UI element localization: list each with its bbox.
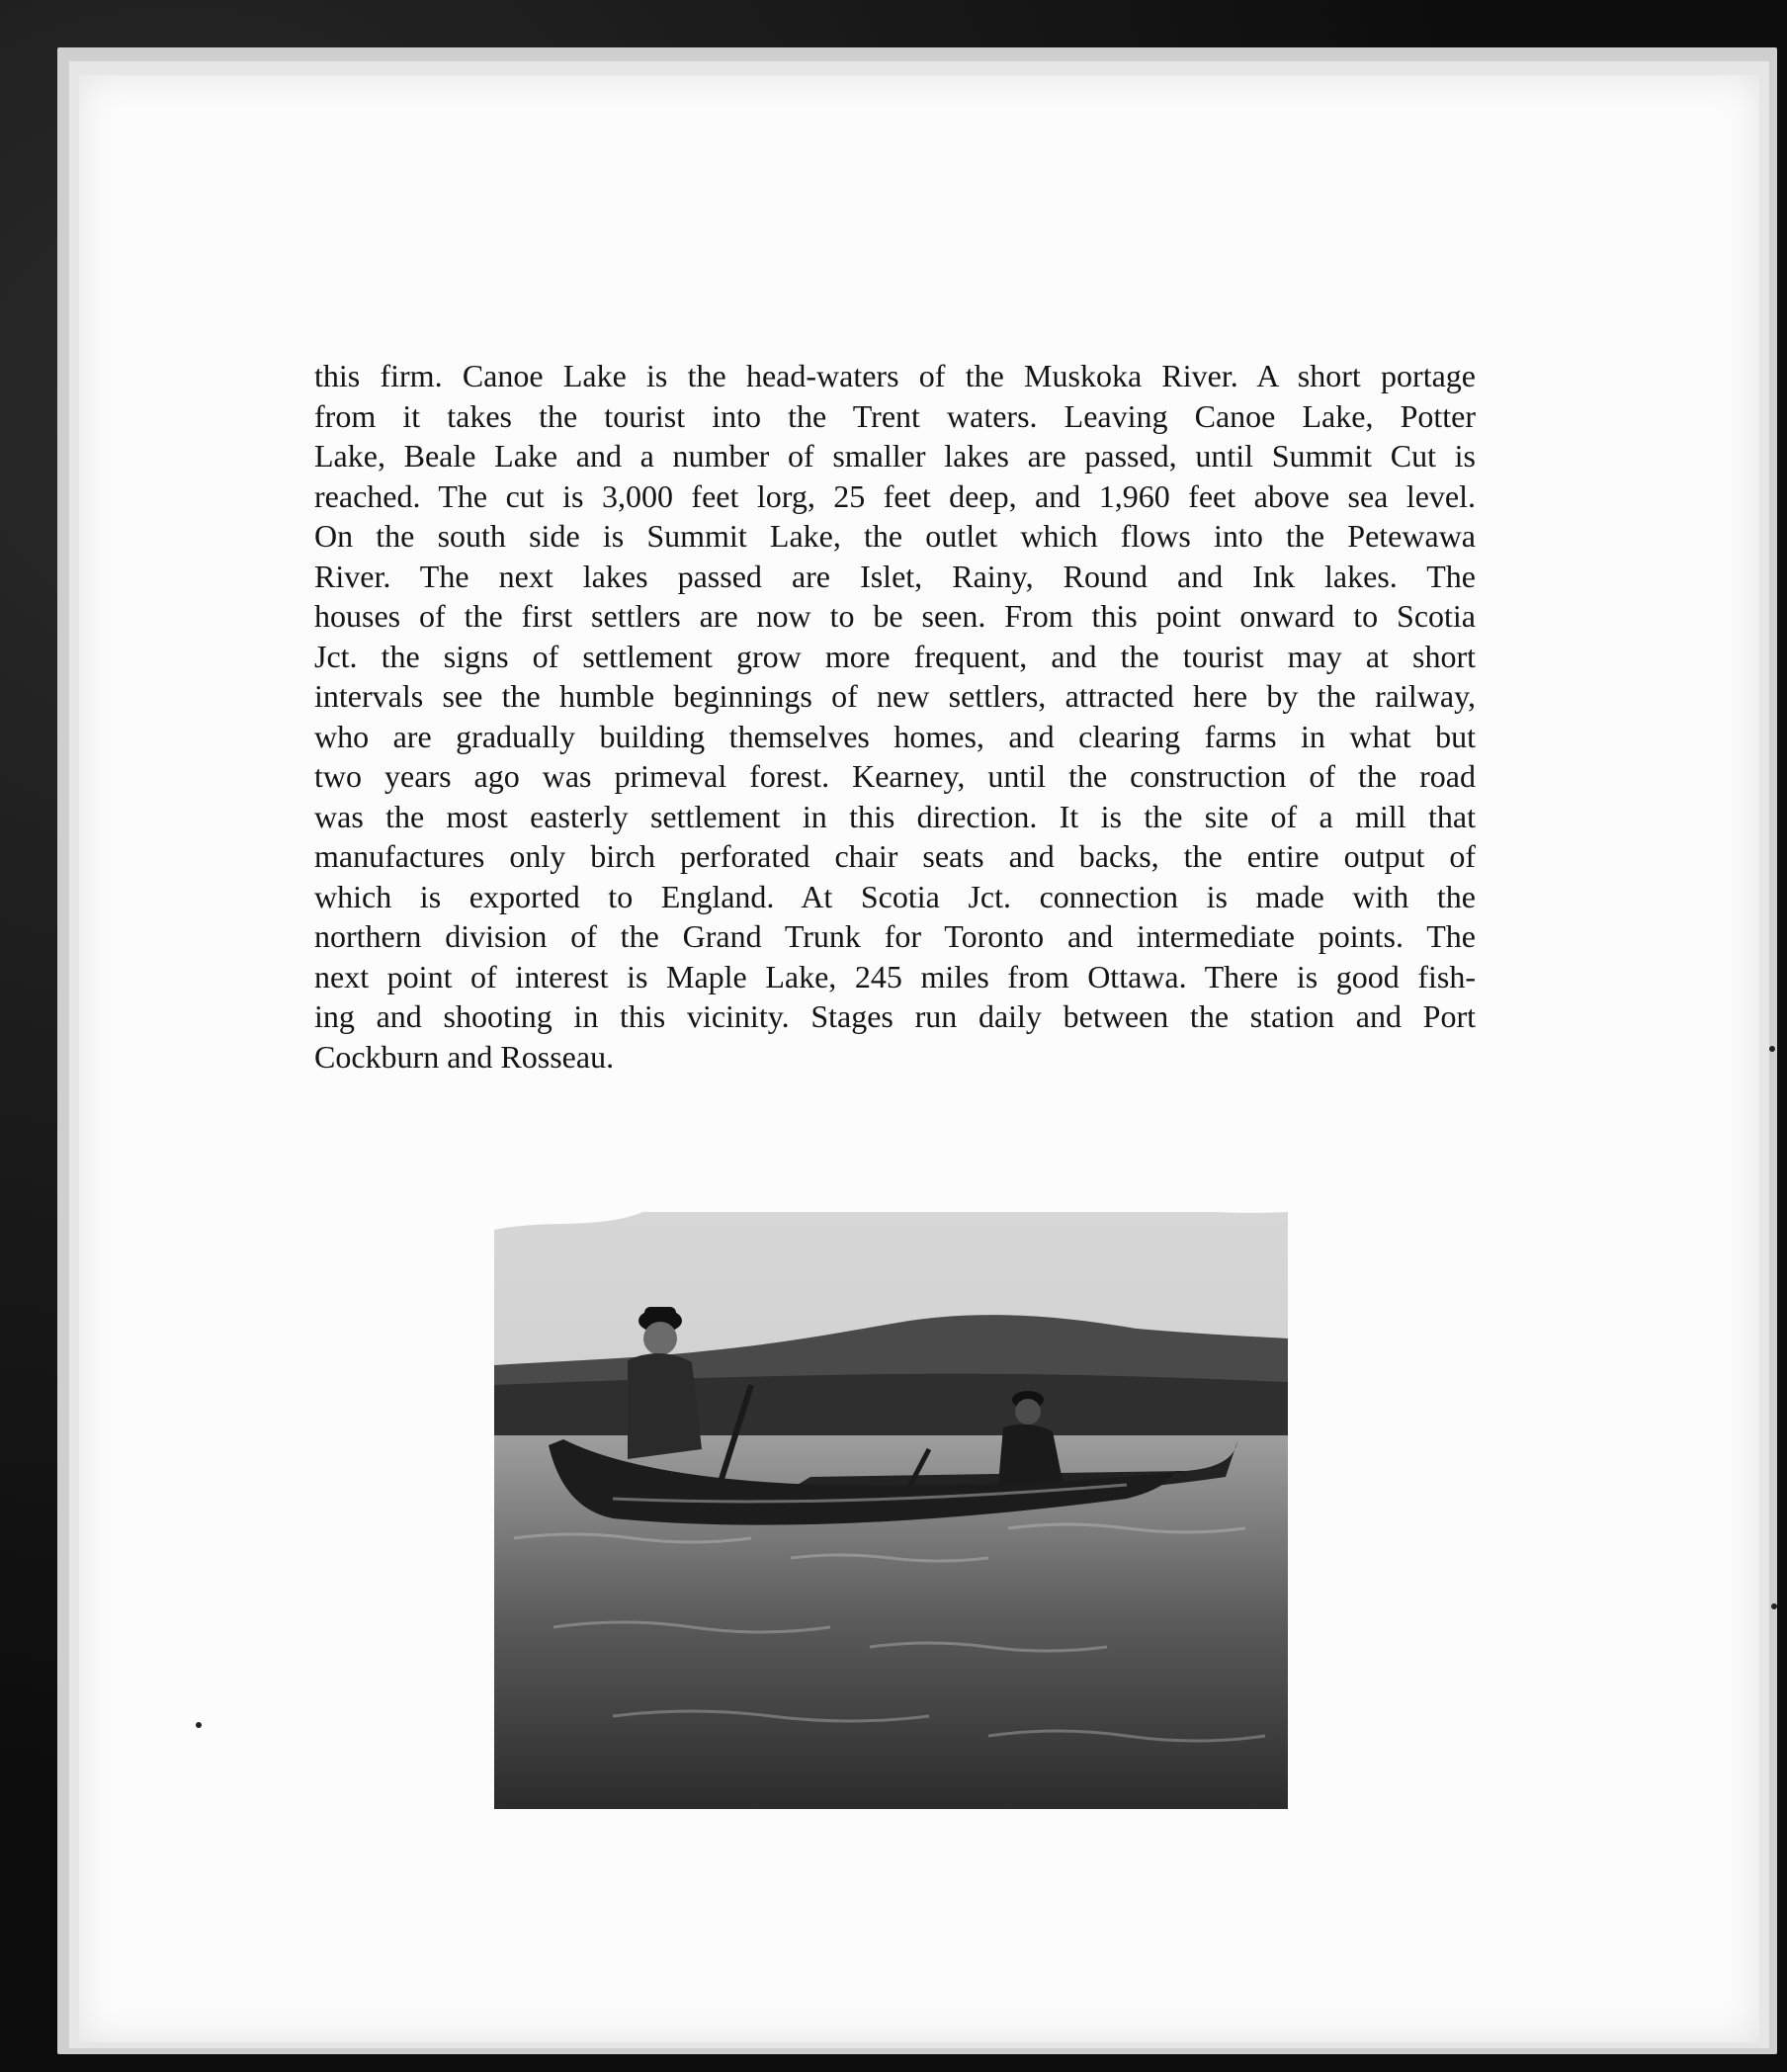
text-line: who are gradually building themselves homes, and clearing farms in what but: [314, 718, 1476, 754]
text-line: intervals see the humble beginnings of new settlers, attracted here by the railway,: [314, 678, 1476, 714]
text-line: Cockburn and Rosseau.: [314, 1038, 615, 1075]
text-line: manufactures only birch perforated chair seats and backs, the entire output of: [314, 838, 1476, 874]
text-line: which is exported to England. At Scotia Jct. connection is made with the: [314, 878, 1476, 914]
scan-speck: [1771, 1603, 1777, 1609]
text-line: On the south side is Summit Lake, the outlet which flows into the Petewawa: [314, 518, 1476, 554]
text-line: reached. The cut is 3,000 feet lorg, 25 feet deep, and 1,960 feet above sea level.: [314, 477, 1476, 514]
canoe-photo-illustration: [494, 1212, 1288, 1809]
paddler-front: [628, 1353, 702, 1459]
text-line: Lake, Beale Lake and a number of smaller lakes are passed, until Summit Cut is: [314, 438, 1476, 474]
text-line: from it takes the tourist into the Trent waters. Leaving Canoe Lake, Potter: [314, 397, 1476, 434]
text-line: next point of interest is Maple Lake, 245 miles from Ottawa. There is good fish-: [314, 958, 1476, 994]
scan-speck: [196, 1722, 202, 1728]
forest-shore: [494, 1374, 1288, 1439]
text-line: River. The next lakes passed are Islet, Rainy, Round and Ink lakes. The: [314, 558, 1476, 594]
scan-speck: [1769, 1046, 1775, 1052]
paddler-rear: [998, 1424, 1063, 1485]
text-line: this firm. Canoe Lake is the head-waters of the Muskoka River. A short portage: [314, 358, 1476, 393]
text-line: two years ago was primeval forest. Kearney, until the construction of the road: [314, 758, 1476, 794]
text-line: northern division of the Grand Trunk for Toronto and intermediate points. The: [314, 918, 1476, 954]
text-line: Jct. the signs of settlement grow more frequent, and the tourist may at short: [314, 638, 1476, 674]
text-line: houses of the first settlers are now to be seen. From this point onward to Scotia: [314, 598, 1476, 634]
text-line: ing and shooting in this vicinity. Stages run daily between the station and Port: [314, 998, 1476, 1034]
body-paragraph: [314, 356, 1476, 1077]
canoe-photograph: [494, 1212, 1288, 1809]
text-line: was the most easterly settlement in this direction. It is the site of a mill that: [314, 798, 1476, 834]
